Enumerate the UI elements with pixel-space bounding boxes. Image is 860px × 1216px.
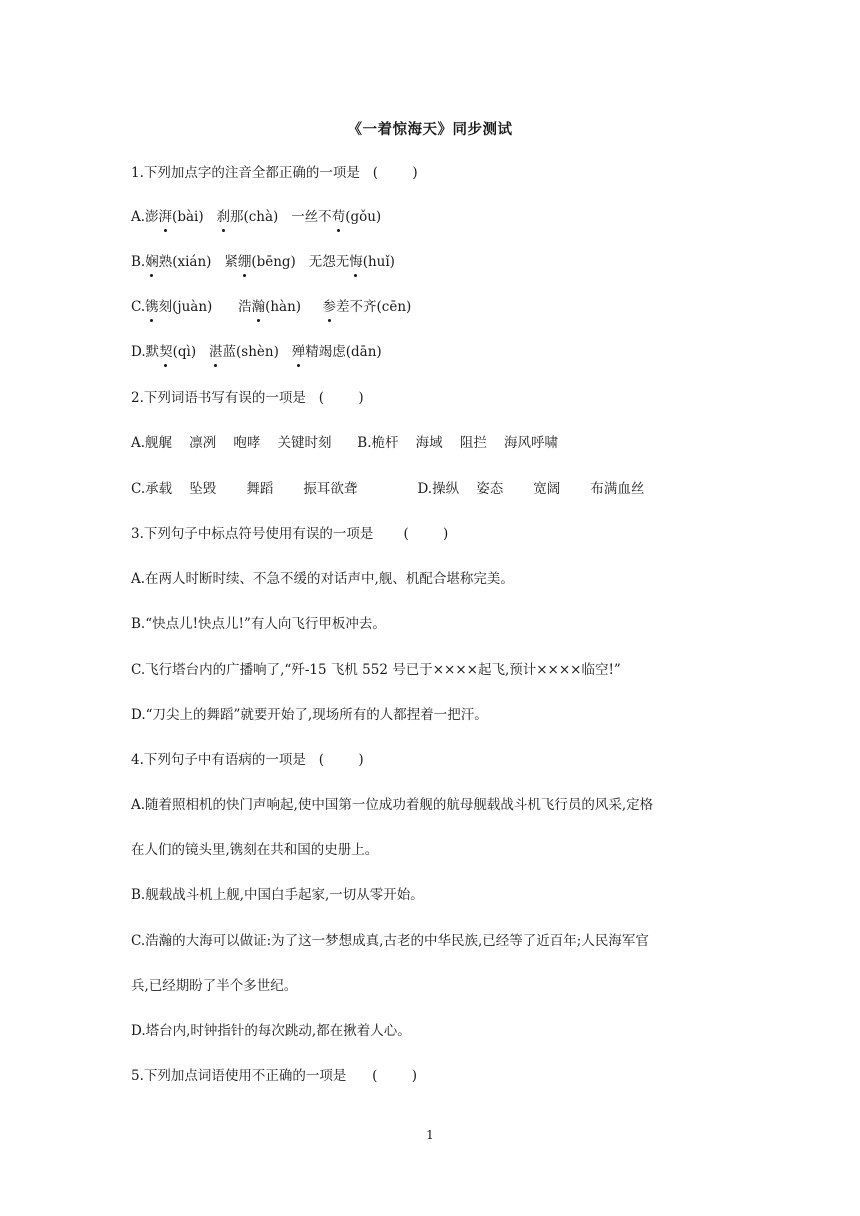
question-1-option-a: A.澎湃(bài) 刹那(chà) 一丝不苟(gǒu) [131, 209, 382, 225]
question-2-options-ab: A.舰艉 凛冽 咆哮 关键时刻 B.桅杆 海域 阻拦 海风呼啸 [131, 435, 558, 451]
emphasis-dot: 瀚 [251, 299, 266, 315]
question-4-option-c-line1: C.浩瀚的大海可以做证:为了这一梦想成真,古老的中华民族,已经等了近百年;人民海军官 [131, 933, 649, 949]
emphasis-dot: 绷 [237, 254, 252, 270]
question-3-stem: 3.下列句子中标点符号使用有误的一项是 ( ) [131, 526, 449, 542]
question-1-option-d: D.默契(qì) 湛蓝(shèn) 殚精竭虑(dān) [131, 344, 382, 360]
emphasis-dot: 湛 [209, 344, 223, 360]
emphasis-dot: 娴 [145, 254, 159, 270]
question-3-option-d: D.“刀尖上的舞蹈”就要开始了,现场所有的人都捏着一把汗。 [131, 707, 488, 723]
question-1-stem: 1.下列加点字的注音全都正确的一项是 ( ) [131, 165, 418, 181]
question-4-stem: 4.下列句子中有语病的一项是 ( ) [131, 752, 364, 768]
emphasis-dot: 殚 [291, 344, 306, 360]
emphasis-dot: 刹 [216, 209, 230, 225]
question-3-option-a: A.在两人时断时续、不急不缓的对话声中,舰、机配合堪称完美。 [131, 571, 514, 587]
emphasis-dot: 湃 [158, 209, 173, 225]
question-4-option-c-line2: 兵,已经期盼了半个多世纪。 [131, 978, 298, 994]
question-4-option-b: B.舰载战斗机上舰,中国白手起家,一切从零开始。 [131, 887, 424, 903]
emphasis-dot: 契 [159, 344, 173, 360]
question-5-stem: 5.下列加点词语使用不正确的一项是 ( ) [131, 1068, 418, 1084]
question-1-option-b: B.娴熟(xián) 紧绷(bēng) 无怨无悔(huǐ) [131, 254, 395, 270]
emphasis-dot: 镌 [145, 299, 159, 315]
question-4-option-a-line2: 在人们的镜头里,镌刻在共和国的史册上。 [131, 842, 379, 858]
emphasis-dot: 悔 [349, 254, 363, 270]
question-2-stem: 2.下列词语书写有误的一项是 ( ) [131, 390, 364, 406]
document-title: 《一着惊海天》同步测试 [347, 122, 513, 138]
question-4-option-d: D.塔台内,时钟指针的每次跳动,都在揪着人心。 [131, 1023, 411, 1039]
question-2-options-cd: C.承载 坠毁 舞蹈 振耳欲聋 D.操纵 姿态 宽阔 布满血丝 [131, 481, 645, 497]
question-3-option-c: C.飞行塔台内的广播响了,“歼-15 飞机 552 号已于××××起飞,预计××××临空!” [131, 662, 621, 678]
emphasis-dot: 参 [322, 299, 337, 315]
page-number: 1 [426, 1128, 434, 1142]
question-3-option-b: B.“快点儿!快点儿!”有人向飞行甲板冲去。 [131, 616, 386, 632]
question-4-option-a-line1: A.随着照相机的快门声响起,使中国第一位成功着舰的航母舰载战斗机飞行员的风采,定格 [131, 797, 654, 813]
emphasis-dot: 苟 [331, 209, 346, 225]
question-1-option-c: C.镌刻(juàn) 浩瀚(hàn) 参差不齐(cēn) [131, 299, 412, 315]
